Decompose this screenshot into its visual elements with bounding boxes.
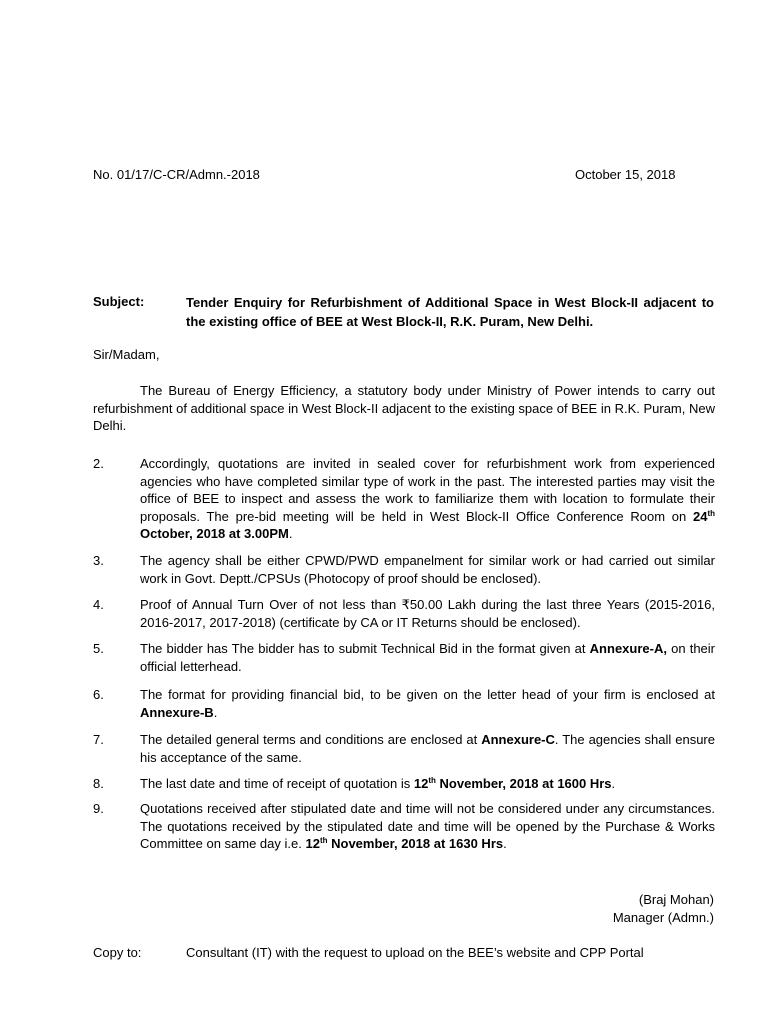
list-item: Accordingly, quotations are invited in sealed cover for refurbishment work from experienced agencies who have completed similar type of work in the past. The interested parties may visit the office of BEE to inspect and assess the work to familiarize them with location to formulate their proposals. The pre-bid meeting will be held in West Block-II Office Conference Room on 24th October, 2018 at 3.00PM.	[140, 456, 715, 541]
reference-number: No. 01/17/C-CR/Admn.-2018	[93, 167, 260, 182]
copy-to-label: Copy to:	[93, 945, 142, 960]
item-number: 7.	[93, 732, 104, 747]
signatory-name: (Braj Mohan)	[638, 892, 714, 907]
annexure-b-ref: Annexure-B	[140, 704, 214, 720]
copy-to-text: Consultant (IT) with the request to upload on the BEE’s website and CPP Portal	[186, 945, 644, 960]
item-bold-date: 12th November, 2018 at 1630 Hrs	[305, 836, 504, 851]
subject-text: Tender Enquiry for Refurbishment of Additional Space in West Block-II adjacent to the existing office of BEE at West Block-II, R.K. Puram, New Delhi.	[186, 295, 714, 329]
list-item: The detailed general terms and conditions are enclosed at Annexure-C. The agencies shall ensure his acceptance of the same.	[140, 732, 715, 765]
item-number: 6.	[93, 687, 104, 702]
item-bold-date: 12th November, 2018 at 1600 Hrs	[413, 776, 612, 791]
signatory-designation: Manager (Admn.)	[612, 910, 714, 925]
item-text: Accordingly, quotations are invited in sealed cover for refurbishment work from experienced agencies who have completed similar type of work in the past. The interested parties may visit the office of BEE to inspect and assess the work to familiarize them with location to formulate their proposals. The pre-bid meeting will be held in West Block-II Office Conference Room on	[140, 456, 715, 524]
intro-paragraph: The Bureau of Energy Efficiency, a statutory body under Ministry of Power intends to carry out refurbishment of additional space in West Block-II adjacent to the existing space of BEE in R.K. Puram, New Delhi.	[93, 383, 715, 433]
list-item: The bidder has The bidder has to submit Technical Bid in the format given at Annexure-A, on their official letterhead.	[140, 641, 715, 674]
subject-label: Subject:	[93, 294, 145, 309]
list-item: The last date and time of receipt of quotation is 12th November, 2018 at 1600 Hrs.	[140, 776, 616, 791]
item-number: 5.	[93, 641, 104, 656]
item-number: 8.	[93, 776, 104, 791]
list-item: Proof of Annual Turn Over of not less than ₹50.00 Lakh during the last three Years (2015-2016, 2016-2017, 2017-2018) (certificate by CA or IT Returns should be enclosed).	[140, 597, 715, 630]
item-number: 9.	[93, 801, 104, 816]
item-bold-date: 24th October, 2018 at 3.00PM	[140, 508, 715, 541]
list-item: Quotations received after stipulated date and time will not be considered under any circumstances. The quotations received by the stipulated date and time will be opened by the Purchase & Works Committee on same day i.e. 12th November, 2018 at 1630 Hrs.	[140, 801, 715, 851]
item-number: 3.	[93, 553, 104, 568]
item-number: 4.	[93, 597, 104, 612]
annexure-a-ref: Annexure-A,	[589, 641, 667, 656]
annexure-c-ref: Annexure-C	[481, 732, 555, 747]
letter-date: October 15, 2018	[575, 167, 676, 182]
list-item: The agency shall be either CPWD/PWD empanelment for similar work or had carried out similar work in Govt. Deptt./CPSUs (Photocopy of proof should be enclosed).	[140, 553, 715, 586]
list-item: The format for providing financial bid, to be given on the letter head of your firm is enclosed at Annexure-B.	[140, 687, 715, 720]
salutation: Sir/Madam,	[93, 347, 160, 362]
item-number: 2.	[93, 456, 104, 471]
